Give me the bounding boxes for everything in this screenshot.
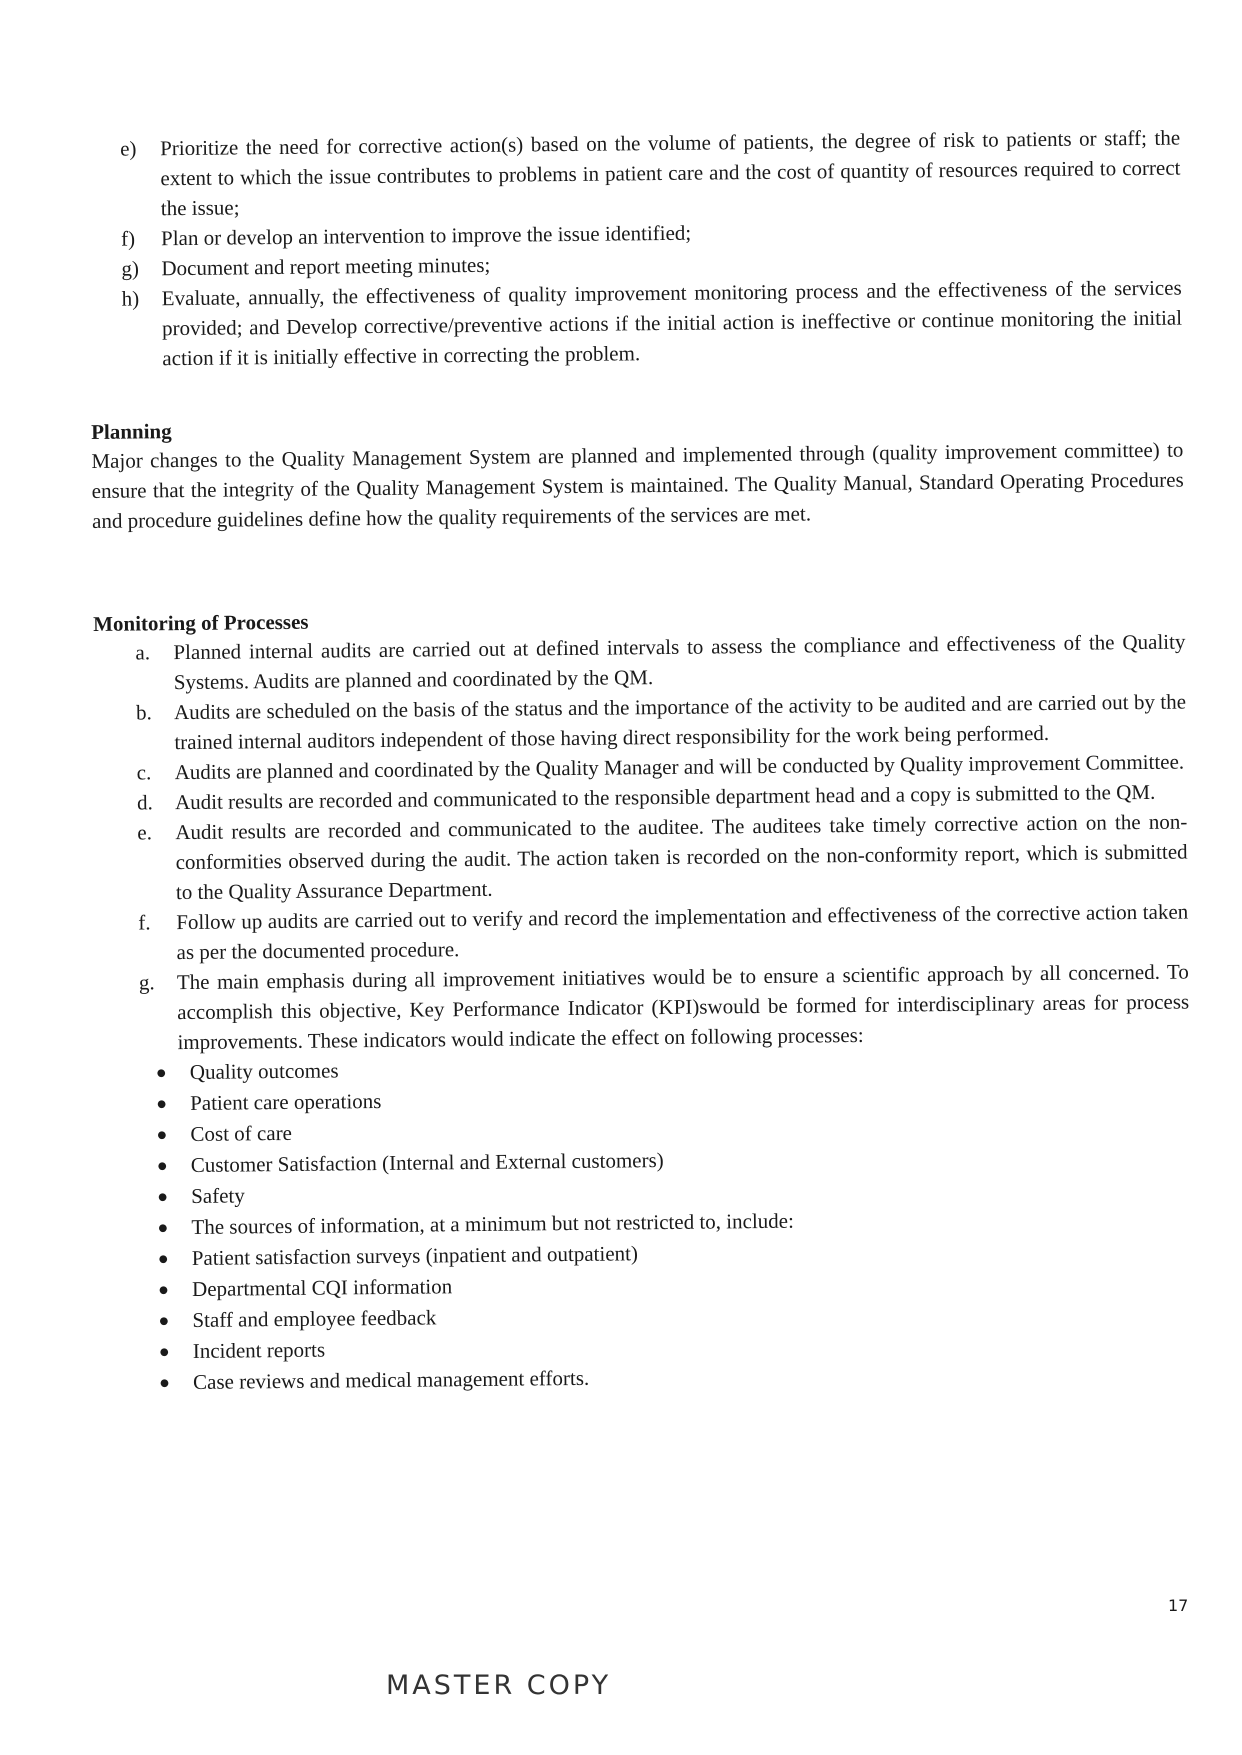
list-item-text: Audits are planned and coordinated by the Quality Manager and will be conducted by Quality improvement Committee. bbox=[174, 749, 1185, 785]
bullet-icon: ● bbox=[158, 1372, 171, 1393]
bullet-text: Patient care operations bbox=[190, 1088, 382, 1115]
bullet-icon: ● bbox=[157, 1279, 170, 1300]
list-marker: f) bbox=[120, 226, 136, 251]
list-item-text: The main emphasis during all improvement initiatives would be to ensure a scientific approach by all concerned. To accomplish this objective, Key Performance Indicator (KPI)swould be formed for interdisciplinary areas for process improvements. These indicators would indicate the effect on following processes: bbox=[176, 959, 1190, 1055]
bullet-text: The sources of information, at a minimum but not restricted to, include: bbox=[191, 1208, 794, 1239]
bullet-text: Case reviews and medical management efforts. bbox=[192, 1365, 590, 1394]
list-item-text: Audits are scheduled on the basis of the status and the importance of the activity to be audited and are carried out by the trained internal auditors independent of those having direct responsibility for the work being performed. bbox=[173, 689, 1187, 755]
list-item-text: Audit results are recorded and communicated to the responsible department head and a copy is submitted to the QM. bbox=[174, 779, 1156, 815]
bullet-icon: ● bbox=[156, 1155, 168, 1176]
list-item bbox=[97, 957, 1190, 1058]
list-item bbox=[88, 123, 1181, 224]
list-marker: g) bbox=[121, 256, 140, 281]
page-number: 17 bbox=[1168, 1596, 1189, 1615]
list-item bbox=[90, 273, 1183, 374]
bullet-icon: ● bbox=[157, 1217, 169, 1238]
bullet-icon: ● bbox=[156, 1093, 168, 1114]
planning-paragraph: Major changes to the Quality Management System are planned and implemented through (quality improvement committee) to ensure that the integrity of the Quality Management System is maintained. The Quality Manual, Standard Operating Procedures and procedure guidelines define how the quality requirements of the services are met. bbox=[91, 437, 1184, 533]
list-marker: b. bbox=[135, 700, 152, 725]
intro-list bbox=[88, 123, 1182, 374]
list-marker: d. bbox=[136, 790, 153, 815]
list-item-text: Plan or develop an intervention to improve the issue identified; bbox=[160, 220, 692, 251]
bullet-icon: ● bbox=[158, 1341, 170, 1362]
planning-heading: Planning bbox=[90, 419, 172, 444]
bullet-text: Incident reports bbox=[192, 1337, 326, 1363]
list-item bbox=[95, 807, 1188, 908]
bullet-icon: ● bbox=[157, 1186, 169, 1207]
bullet-text: Customer Satisfaction (Internal and External customers) bbox=[190, 1148, 664, 1177]
bullet-text: Departmental CQI information bbox=[191, 1274, 453, 1301]
list-item-text: Follow up audits are carried out to verify and record the implementation and effectiveness of the corrective action taken as per the documented procedure. bbox=[176, 899, 1189, 965]
master-copy-stamp: MASTER COPY bbox=[386, 1670, 612, 1701]
monitoring-heading: Monitoring of Processes bbox=[93, 609, 309, 636]
bullet-icon: ● bbox=[158, 1310, 170, 1331]
bullet-list bbox=[98, 1047, 1194, 1399]
bullet-icon: ● bbox=[155, 1062, 167, 1083]
list-item-text: Document and report meeting minutes; bbox=[161, 252, 491, 281]
bullet-icon: ● bbox=[156, 1124, 168, 1145]
bullet-text: Staff and employee feedback bbox=[192, 1305, 437, 1332]
list-marker: e. bbox=[137, 820, 153, 845]
monitoring-list bbox=[93, 627, 1189, 1058]
bullet-text: Cost of care bbox=[190, 1120, 293, 1146]
list-item-text: Planned internal audits are carried out at defined intervals to assess the compliance and effectiveness of the Quality Systems. Audits are planned and coordinated by the QM. bbox=[173, 629, 1186, 695]
bullet-text: Patient satisfaction surveys (inpatient and outpatient) bbox=[191, 1241, 639, 1270]
planning-section bbox=[91, 407, 1184, 536]
list-marker: c. bbox=[136, 760, 152, 785]
page-content bbox=[88, 123, 1193, 1399]
monitoring-section bbox=[93, 599, 1193, 1399]
list-item-text: Evaluate, annually, the effectiveness of quality improvement monitoring process and the effectiveness of the services provided; and Develop corrective/preventive actions if the initial action is ineffective or continue monitoring the initial action if it is initially effective in correcting the problem. bbox=[161, 275, 1183, 371]
list-marker: h) bbox=[121, 286, 140, 311]
bullet-icon: ● bbox=[157, 1248, 169, 1269]
bullet-text: Safety bbox=[191, 1183, 245, 1208]
list-marker: e) bbox=[120, 136, 137, 161]
list-item-text: Audit results are recorded and communicated to the auditee. The auditees take timely corrective action on the non-conformities observed during the audit. The action taken is recorded on the non-conformity report, which is submitted to the Quality Assurance Department. bbox=[175, 809, 1188, 905]
list-marker: g. bbox=[138, 970, 155, 995]
list-marker: a. bbox=[135, 640, 151, 665]
list-marker: f. bbox=[138, 910, 151, 935]
list-item-text: Prioritize the need for corrective action(s) based on the volume of patients, the degree of risk to patients or staff; the extent to which the issue contributes to problems in patient care and the cost of quantity of resources required to correct the issue; bbox=[160, 125, 1181, 221]
bullet-text: Quality outcomes bbox=[189, 1058, 339, 1084]
